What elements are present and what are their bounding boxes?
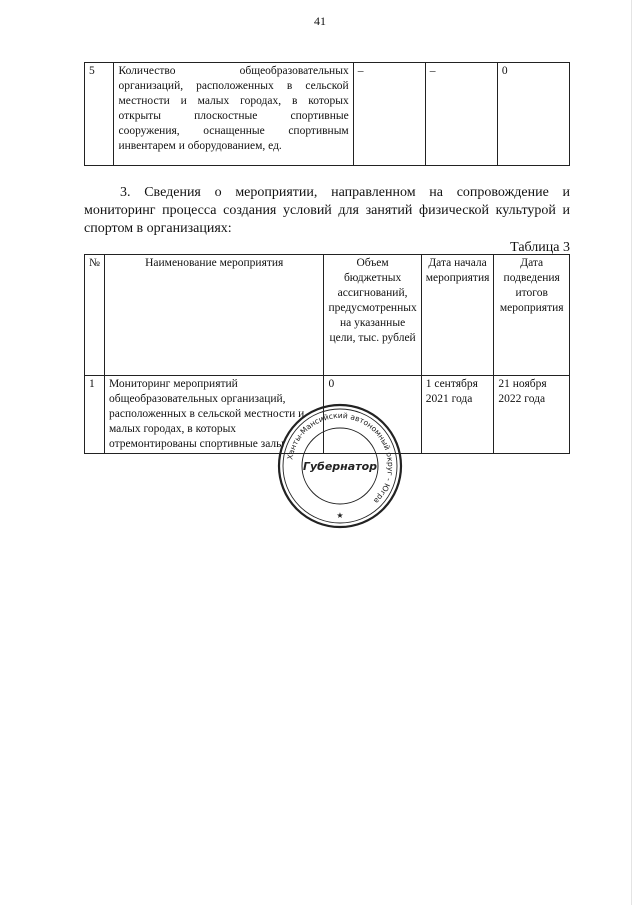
seal-center-text: Губернатор [302,460,378,473]
indicator-value-1: – [353,63,425,166]
indicator-value-2: – [425,63,497,166]
indicator-value-3: 0 [497,63,569,166]
table-caption: Таблица 3 [510,240,570,255]
header-end-date: Дата подведения итогов мероприятия [494,255,570,376]
end-date: 21 ноября 2022 года [494,376,570,454]
table-row [85,63,570,166]
row-number: 1 [85,376,105,454]
scan-edge-line [631,0,632,905]
table-header-row [85,255,570,376]
header-number: № [85,255,105,376]
section-paragraph: 3. Сведения о мероприятии, направленном на сопровождение и мониторинг процесса создания условий для занятий физической культурой и спортом в организациях: [84,185,570,236]
seal-ring-text: Ханты-Мансийский автономный округ - Югра [285,410,396,506]
header-start-date: Дата начала мероприятия [421,255,494,376]
activity-name: Мониторинг мероприятий общеобразовательных организаций, расположенных в сельской местности и малых городах, в которых отремонтированы спортивные залы [104,376,323,454]
indicator-table-continuation [84,62,570,166]
row-number: 5 [85,63,114,166]
header-activity-name: Наименование мероприятия [104,255,323,376]
official-seal-stamp [277,403,403,529]
budget-value: 0 [324,376,421,454]
page-number: 41 [314,14,326,28]
star-icon: ★ [336,511,344,520]
indicator-description: Количество общеобразовательных организаций, расположенных в сельской местности и малых городах, в которых открыты плоскостные спортивные сооружения, оснащенные спортивным инвентарем и оборудованием, ед. [114,63,353,166]
header-budget: Объем бюджетных ассигнований, предусмотренных на указанные цели, тыс. рублей [324,255,421,376]
start-date: 1 сентября 2021 года [421,376,494,454]
